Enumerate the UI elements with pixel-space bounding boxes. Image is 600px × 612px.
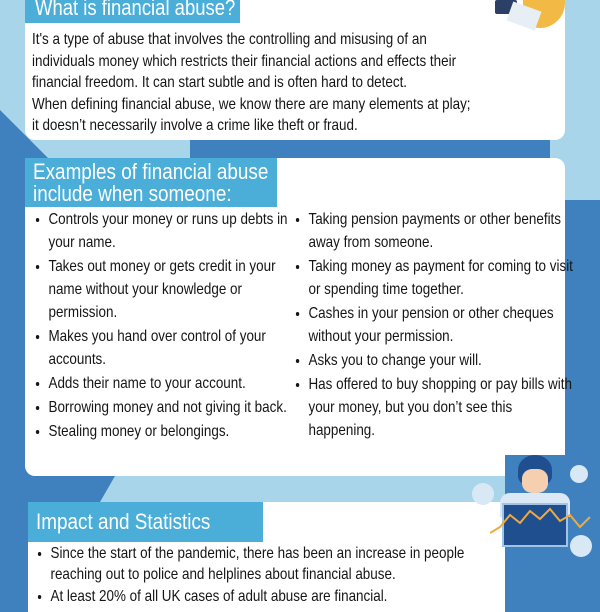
list-item: • Adds their name to your account. — [48, 372, 300, 395]
examples-title-line: include when someone: — [33, 181, 232, 206]
list-item: • Makes you hand over control of your accounts. — [48, 325, 300, 371]
list-item: • At least 20% of all UK cases of adult abuse are financial. — [50, 586, 495, 607]
list-item: • Cashes in your pension or other cheques without your permission. — [308, 302, 577, 348]
body-line: it doesn’t necessarily involve a crime like theft or fraud. — [32, 117, 358, 135]
impact-list — [32, 543, 496, 608]
list-item: • Taking money as payment for coming to visit or spending time together. — [308, 255, 577, 301]
body-line: When defining financial abuse, we know there are many elements at play; — [32, 95, 471, 113]
bg-light-right — [560, 0, 600, 200]
body-line: individuals money which restricts their financial actions and effects their — [32, 52, 457, 70]
examples-title — [25, 158, 277, 207]
list-item: • Has offered to buy shopping or pay bills with your money, but you don’t see this happening. — [308, 373, 577, 442]
list-item: • Stealing money or belongings. — [48, 420, 300, 443]
what-is-title: What is financial abuse? — [35, 0, 236, 20]
examples-list-right — [290, 208, 577, 443]
list-item: • Since the start of the pandemic, there has been an increase in people reaching out to police and helplines about financial abuse. — [50, 543, 495, 585]
list-item: • Taking pension payments or other benefits away from someone. — [308, 208, 577, 254]
body-line: It's a type of abuse that involves the controlling and misusing of an — [32, 31, 427, 48]
bg-dark-band — [190, 140, 550, 160]
list-item: • Takes out money or gets credit in your name without your knowledge or permission. — [48, 255, 300, 324]
body-line: financial freedom. It can start subtle and is often hard to detect. — [32, 74, 408, 92]
list-item: • Asks you to change your will. — [308, 349, 577, 372]
what-is-body — [32, 29, 553, 137]
examples-list-left — [30, 208, 300, 444]
list-item: • Controls your money or runs up debts in your name. — [48, 208, 300, 254]
what-is-illustration — [495, 0, 567, 30]
examples-title-line: Examples of financial abuse — [33, 159, 269, 184]
impact-title: Impact and Statistics — [36, 509, 211, 534]
list-item: • Borrowing money and not giving it back. — [48, 396, 300, 419]
what-is-title-box — [25, 0, 240, 23]
impact-title-box — [28, 502, 263, 542]
